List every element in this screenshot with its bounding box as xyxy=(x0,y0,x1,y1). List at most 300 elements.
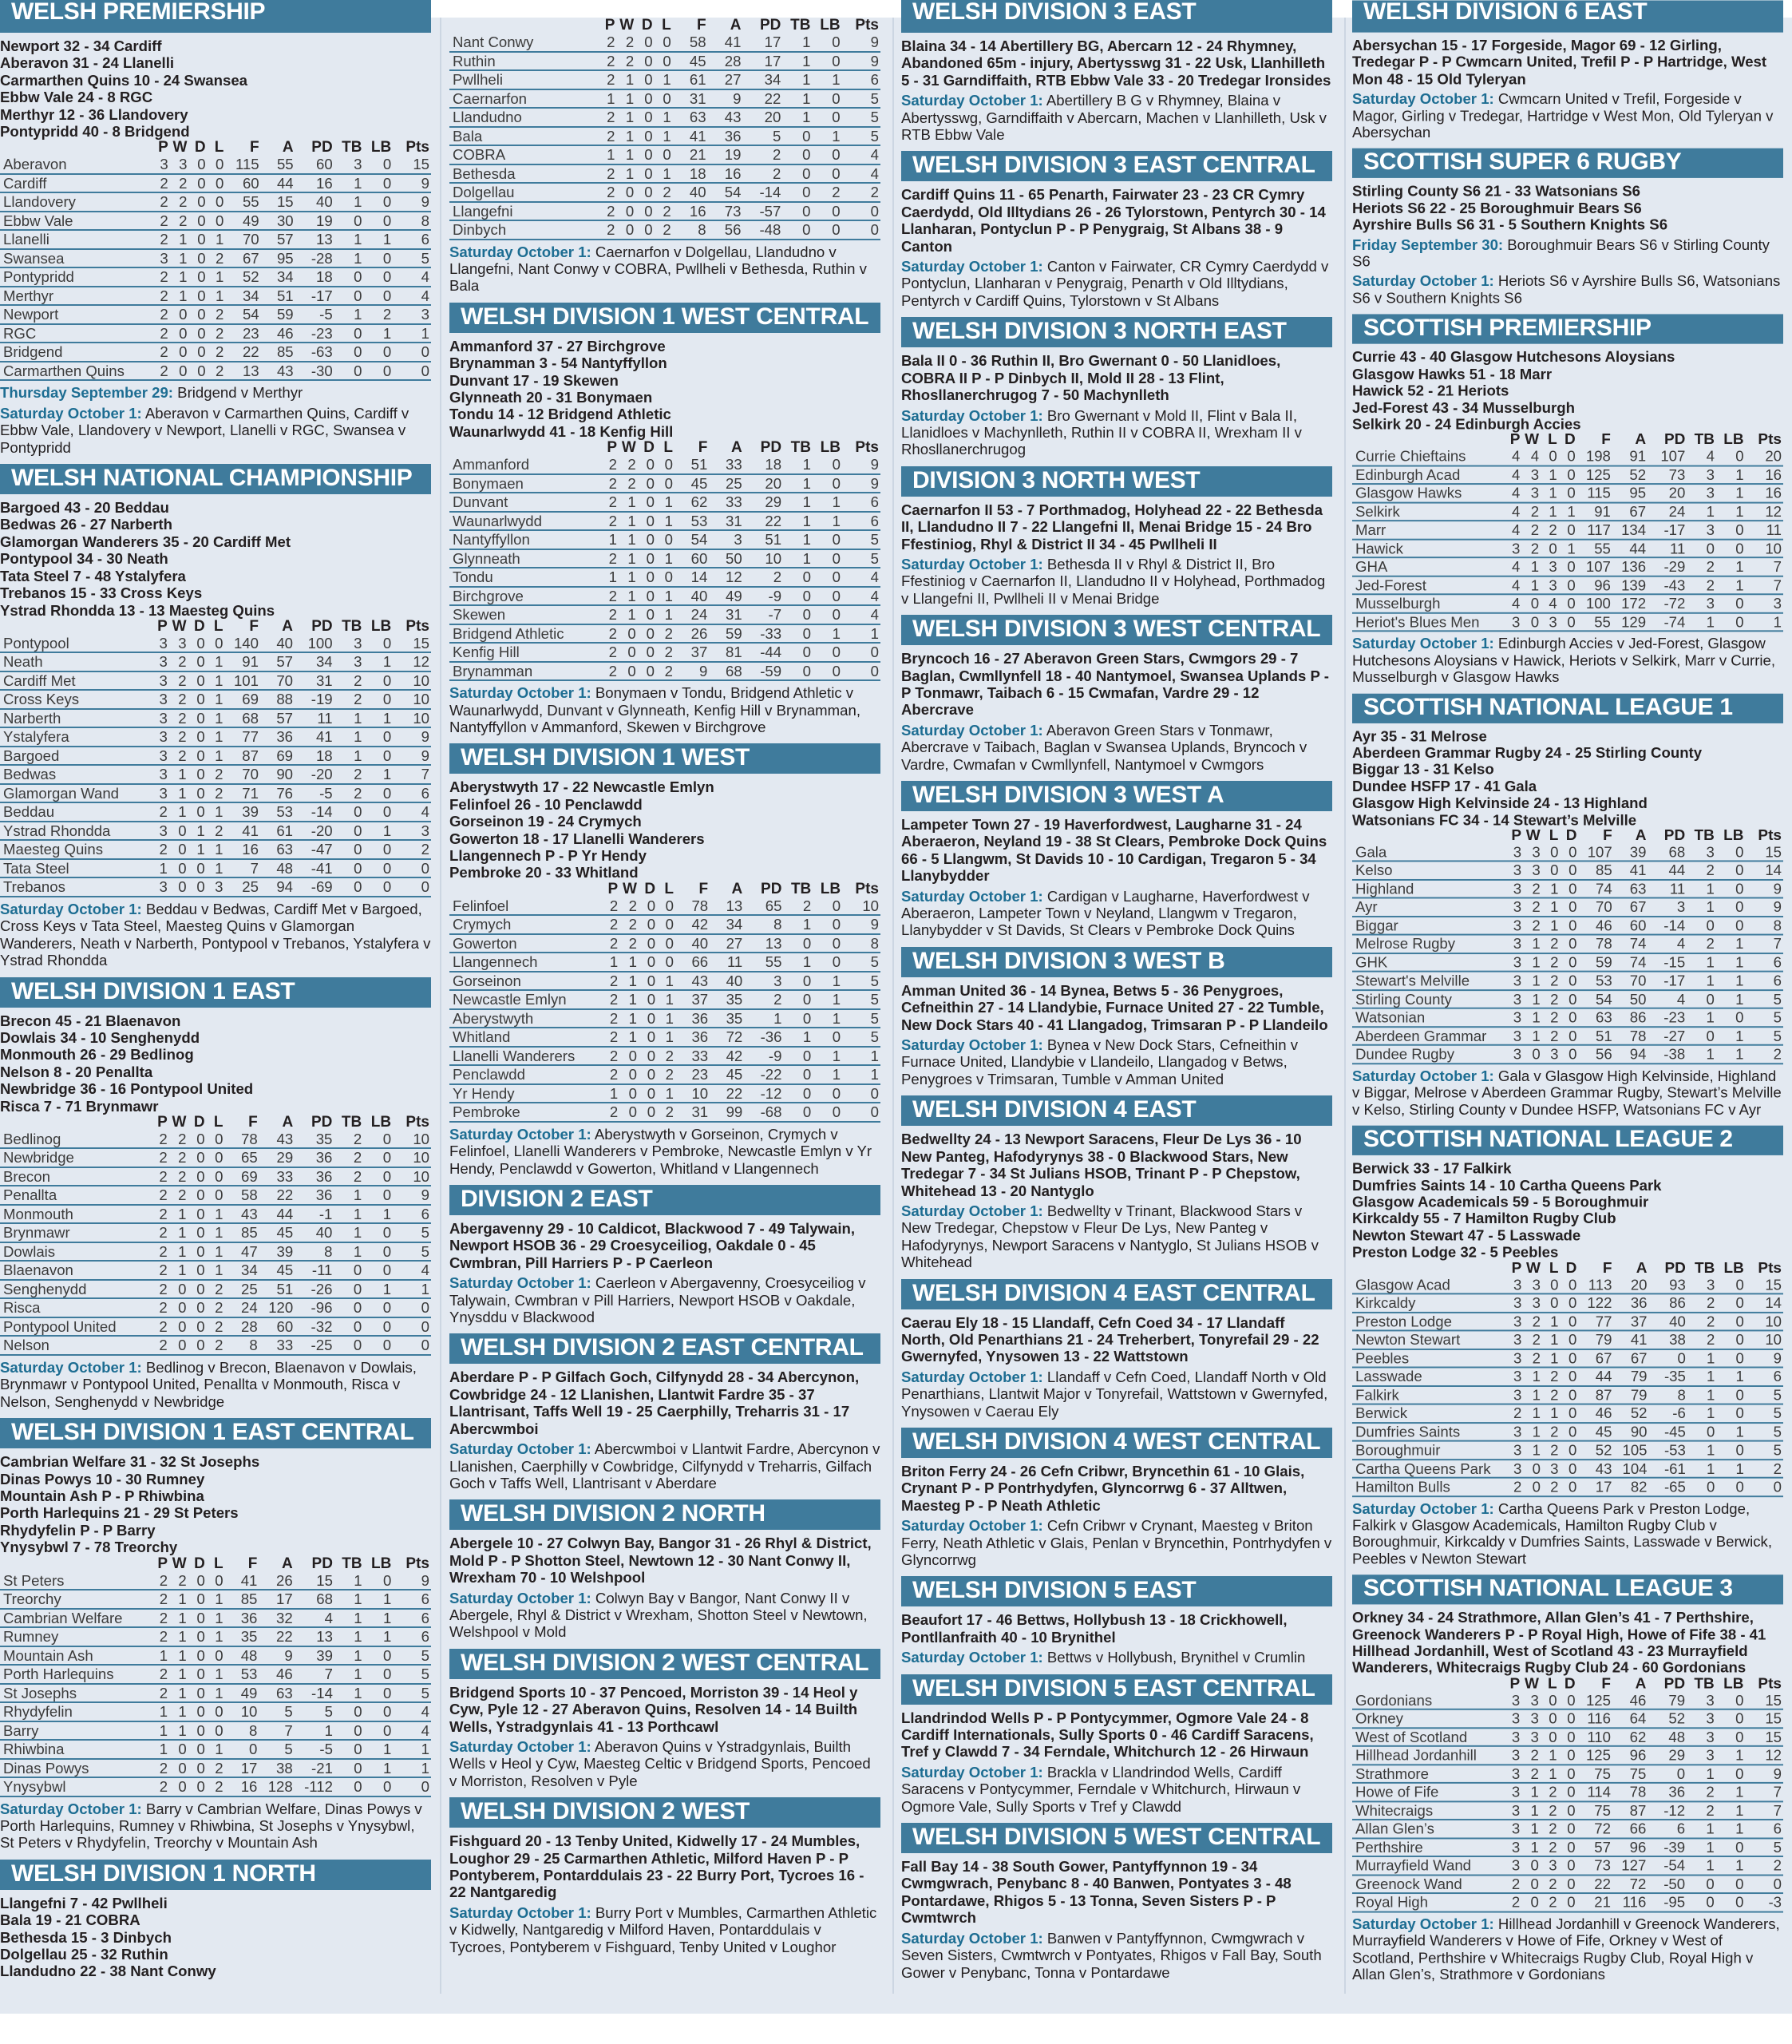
column-divider xyxy=(892,18,894,1994)
team-name: Bala xyxy=(449,127,598,146)
stat-cell: 0 xyxy=(188,324,207,343)
stat-cell: 5 xyxy=(393,1646,431,1666)
stat-cell: 0 xyxy=(656,568,674,587)
stat-cell: 1 xyxy=(813,1047,842,1066)
stat-cell: 87 xyxy=(1578,1386,1613,1404)
stat-cell: 11 xyxy=(1648,539,1687,557)
result-line: Aberdeen Grammar Rugby 24 - 25 Stirling County xyxy=(1352,744,1703,761)
stat-cell: 0 xyxy=(363,859,393,878)
stat-cell: 2 xyxy=(151,1131,169,1149)
stat-cell: -6 xyxy=(1649,1404,1687,1423)
team-name: Felinfoel xyxy=(449,897,601,916)
stat-cell: 46 xyxy=(1578,917,1613,935)
stat-cell: 1 xyxy=(1716,953,1746,972)
stat-cell: 75 xyxy=(1612,1765,1648,1783)
fixture-list: Cefn Cribwr v Crynant, Maesteg v Briton Ferry, Neath Athletic v Glais, Penlan v Bryncethin, Pontrhydyfen v Glyncorrwg xyxy=(901,1517,1332,1568)
stat-cell: 0 xyxy=(363,1261,393,1280)
stat-cell: 4 xyxy=(1504,448,1522,465)
stat-cell: 77 xyxy=(225,727,260,747)
stat-cell: 0 xyxy=(1559,1801,1577,1820)
stat-cell: 1 xyxy=(1541,465,1559,484)
stat-cell: 2 xyxy=(598,220,616,240)
stat-cell: 3 xyxy=(1505,953,1523,972)
stat-cell: 0 xyxy=(188,1646,207,1666)
result-line: Glasgow High Kelvinside 24 - 13 Highland xyxy=(1352,794,1648,811)
stat-cell: 42 xyxy=(710,1047,744,1066)
team-name: Barry xyxy=(0,1721,151,1741)
results-text: Caerau Ely 18 - 15 Llandaff, Cefn Coed 34 - 17 Llandaff North, Old Penarthians 21 - 24 Treherbert, Tonyrefail 29 - 22 Gwernyfed, Ynysowen 13 - 22 Wattstown xyxy=(901,1313,1319,1365)
stat-cell: 1 xyxy=(1687,1765,1716,1783)
stat-cell: 0 xyxy=(188,1223,206,1242)
column-header-team xyxy=(1352,1676,1503,1692)
fixture-date: Saturday October 1: xyxy=(1352,635,1494,652)
stat-cell: 10 xyxy=(225,1702,259,1721)
stat-cell: 0 xyxy=(1649,1349,1687,1368)
fixture-list: Bedlinog v Brecon, Blaenavon v Dowlais, Brynmawr v Pontypool United, Penallta v Monmouth, Risca v Nelson, Senghenydd v Newbridge xyxy=(0,1358,417,1410)
stat-cell: 5 xyxy=(1746,1386,1783,1404)
stat-cell: 2 xyxy=(656,662,674,681)
fixture-list: Abertillery B G v Rhymney, Blaina v Abertysswg, Garndiffaith v Abercarn, Machen v Llanhilleth, Usk v RTB Ebbw Vale xyxy=(901,92,1327,144)
stat-cell: 79 xyxy=(1578,1331,1613,1349)
stat-cell: -12 xyxy=(744,1084,783,1103)
stat-cell: -36 xyxy=(744,1028,783,1047)
team-name: Glamorgan Wand xyxy=(0,784,151,803)
stat-cell: 1 xyxy=(598,89,616,109)
stat-cell: 0 xyxy=(782,127,812,146)
column-header-team xyxy=(449,440,600,456)
table-row xyxy=(449,512,880,531)
fixture-date: Saturday October 1: xyxy=(901,1929,1043,1947)
stat-cell: 41 xyxy=(673,127,708,146)
stat-cell: 0 xyxy=(1716,1692,1746,1709)
stat-cell: 0 xyxy=(334,287,364,306)
stat-cell: 33 xyxy=(709,493,743,512)
stat-cell: 0 xyxy=(1687,1875,1716,1893)
table-row xyxy=(449,220,880,240)
stat-cell: 1 xyxy=(783,474,813,493)
table-row xyxy=(1352,1478,1783,1496)
stat-cell: 2 xyxy=(1521,502,1541,521)
stat-cell: 29 xyxy=(1648,1746,1687,1765)
stat-cell: 1 xyxy=(842,624,880,644)
team-name: Rhydyfelin xyxy=(0,1702,151,1721)
results-text: Aberdare P - P Gilfach Goch, Cilfynydd 28 - 34 Abercynon, Cowbridge 24 - 12 Llanishen, Llantwit Fardre 35 - 37 Llantrisant, Taffs Well 19 - 25 Caerphilly, Treharris 31 - 17 Abercwmboi xyxy=(449,1369,860,1437)
team-name: Gowerton xyxy=(449,934,601,953)
team-name: Maesteg Quins xyxy=(0,840,151,859)
stat-cell: 116 xyxy=(1612,1893,1648,1911)
stat-cell: 55 xyxy=(261,156,295,174)
stat-cell: 0 xyxy=(812,108,841,127)
stat-cell: 36 xyxy=(260,727,295,747)
result-line: Llangefni 7 - 42 Pwllheli xyxy=(0,1894,168,1911)
stat-cell: 1 xyxy=(334,249,364,268)
stat-cell: 1 xyxy=(1542,1404,1561,1423)
stat-cell: 0 xyxy=(1521,1893,1541,1911)
stat-cell: 0 xyxy=(188,305,207,324)
stat-cell: 0 xyxy=(657,915,675,934)
stat-cell: 0 xyxy=(1560,1294,1578,1313)
stat-cell: 0 xyxy=(188,709,207,728)
stat-cell: 0 xyxy=(635,70,654,89)
stat-cell: 85 xyxy=(225,1590,259,1609)
stat-cell: 40 xyxy=(675,934,710,953)
stat-cell: -3 xyxy=(1745,1893,1783,1911)
team-name: GHA xyxy=(1352,558,1504,576)
stat-cell: 0 xyxy=(812,164,841,184)
stat-cell: 34 xyxy=(225,1261,259,1280)
stat-cell: 3 xyxy=(207,877,225,897)
table-row xyxy=(1352,1801,1783,1820)
team-name: Brecon xyxy=(0,1167,151,1186)
stat-cell: 6 xyxy=(393,1590,431,1609)
stat-cell: 1 xyxy=(169,1627,188,1646)
standings-table xyxy=(0,619,431,897)
stat-cell: 1 xyxy=(655,127,673,146)
table-row xyxy=(1352,484,1783,502)
stat-cell: 1 xyxy=(1523,1027,1542,1045)
stat-cell: 2 xyxy=(170,212,189,231)
stat-cell: 21 xyxy=(1577,1893,1612,1911)
stat-cell: 5 xyxy=(393,1684,431,1703)
table-row xyxy=(449,493,880,512)
fixture-list: Cartha Queens Park v Preston Lodge, Falkirk v Glasgow Academicals, Hamilton Rugby Club v Boroughmuir, Kirkcaldy v Dumfries Saints, Lasswade v Berwick, Peebles v Newton Stewart xyxy=(1352,1499,1772,1567)
stat-cell: 93 xyxy=(1649,1276,1687,1293)
stat-cell: 1 xyxy=(619,972,639,991)
stat-cell: 3 xyxy=(1503,1765,1521,1783)
stat-cell: 3 xyxy=(1505,880,1523,898)
stat-cell: 3 xyxy=(1503,1856,1521,1875)
stat-cell: 34 xyxy=(295,652,334,671)
stat-cell: 2 xyxy=(151,1665,169,1684)
fixture-list: Colwyn Bay v Bangor, Nant Conwy II v Abergele, Rhyl & District v Wrexham, Shotton Steel v Newtown, Welshpool v Mold xyxy=(449,1589,868,1641)
stat-cell: 4 xyxy=(1504,576,1522,595)
stat-cell: 115 xyxy=(1577,484,1612,502)
stat-cell: 2 xyxy=(151,1684,169,1703)
table-row xyxy=(1352,1746,1783,1765)
column-header: LB xyxy=(820,17,841,34)
fixtures-text xyxy=(0,384,431,401)
stat-cell: -112 xyxy=(295,1777,334,1796)
stat-cell: 71 xyxy=(225,784,260,803)
stat-cell: 2 xyxy=(601,1028,619,1047)
table-row xyxy=(0,671,431,691)
table-row xyxy=(1352,1441,1783,1460)
team-name: Merthyr xyxy=(0,287,152,306)
column-header: A xyxy=(1635,1675,1647,1693)
stat-cell: 0 xyxy=(188,1280,206,1299)
stat-cell: 1 xyxy=(1716,558,1746,576)
stat-cell: 2 xyxy=(151,1759,169,1778)
league-title: WELSH DIVISION 3 NORTH EAST xyxy=(901,317,1332,347)
stat-cell: 2 xyxy=(600,605,619,624)
stat-cell: 1 xyxy=(619,1028,639,1047)
stat-cell: 9 xyxy=(393,727,431,747)
stat-cell: 2 xyxy=(1541,1875,1559,1893)
stat-cell: 2 xyxy=(1541,1801,1559,1820)
stat-cell: 3 xyxy=(1521,465,1541,484)
stat-cell: 1 xyxy=(813,512,842,531)
stat-cell: 9 xyxy=(1746,1349,1783,1368)
stat-cell: 24 xyxy=(674,605,709,624)
results-text: Blaina 34 - 14 Abertillery BG, Abercarn 12 - 24 Rhymney, Abandoned 65m - injury, Abertysswg 31 - 22 Usk, Llanhilleth 5 - 31 Garndiffaith, RTB Ebbw Vale 33 - 20 Tredegar Ironsides xyxy=(901,38,1331,89)
stat-cell: 2 xyxy=(169,727,188,747)
column-3 xyxy=(901,0,1332,1989)
table-row xyxy=(0,765,431,784)
stat-cell: 1 xyxy=(619,549,638,568)
stat-cell: 0 xyxy=(1716,1404,1745,1423)
team-name: Penclawdd xyxy=(449,1065,601,1084)
stat-cell: 8 xyxy=(1649,1386,1687,1404)
stat-cell: 70 xyxy=(1578,898,1613,917)
stat-cell: 15 xyxy=(393,156,431,174)
stat-cell: 90 xyxy=(1613,1423,1648,1441)
stat-cell: 125 xyxy=(1577,1692,1612,1709)
result-line: Glynneath 20 - 31 Bonymaen xyxy=(449,388,653,406)
team-name: Pontypool xyxy=(0,635,151,653)
stat-cell: 68 xyxy=(1648,844,1687,862)
stat-cell: 0 xyxy=(334,1336,363,1355)
stat-cell: 5 xyxy=(1745,1838,1783,1856)
stat-cell: 70 xyxy=(260,671,295,691)
stat-cell: 1 xyxy=(169,784,188,803)
stat-cell: 0 xyxy=(1560,1441,1578,1460)
stat-cell: 1 xyxy=(1521,1820,1541,1838)
results-text: Fall Bay 14 - 38 South Gower, Pantyffynnon 19 - 34 Cwmgwrach, Penybanc 8 - 40 Banwen, Pontyates 3 - 48 Pontardawe, Rhigos 5 - 13 Tonna, Seven Sisters P - P Cwmtwrch xyxy=(901,1858,1292,1927)
stat-cell: 1 xyxy=(616,164,635,184)
table-row xyxy=(1352,521,1783,539)
table-row xyxy=(0,1759,431,1778)
column-header: D xyxy=(1565,1259,1577,1277)
stat-cell: 4 xyxy=(1504,465,1522,484)
stat-cell: 3 xyxy=(1505,1349,1524,1368)
stat-cell: -41 xyxy=(295,859,334,878)
stat-cell: 0 xyxy=(656,474,674,493)
stat-cell: 125 xyxy=(1577,465,1612,484)
stat-cell: 0 xyxy=(783,605,813,624)
stat-cell: 110 xyxy=(1577,1728,1612,1746)
stat-cell: 75 xyxy=(1577,1765,1612,1783)
table-row xyxy=(0,652,431,671)
stat-cell: 40 xyxy=(260,635,295,653)
fixtures-text xyxy=(901,888,1332,939)
stat-cell: 3 xyxy=(1505,1331,1524,1349)
stat-cell: 0 xyxy=(207,1572,225,1590)
stat-cell: 1 xyxy=(813,972,842,991)
stat-cell: 0 xyxy=(363,747,393,766)
table-row xyxy=(0,1777,431,1796)
stat-cell: 0 xyxy=(1523,1460,1542,1478)
stat-cell: 96 xyxy=(1612,1838,1648,1856)
league-title: WELSH DIVISION 2 EAST CENTRAL xyxy=(449,1333,880,1364)
column-4 xyxy=(1352,0,1783,1991)
results-text: Bridgend Sports 10 - 37 Pencoed, Morriston 39 - 14 Heol y Cyw, Pyle 12 - 27 Aberavon Quins, Resolven 14 - 14 Builth Wells, Ystradgynlais 41 - 13 Porthcawl xyxy=(449,1683,858,1735)
results-text: Fishguard 20 - 13 Tenby United, Kidwelly 17 - 24 Mumbles, Loughor 29 - 25 Carmarthen Athletic, Milford Haven P - P Pontyberem, Pontarddulais 23 - 22 Burry Port, Tycroes 16 - 22 Nantgaredig xyxy=(449,1832,864,1901)
stat-cell: 2 xyxy=(1541,1893,1559,1911)
stat-cell: 47 xyxy=(225,1242,259,1262)
stat-cell: 2 xyxy=(657,1047,675,1066)
fixture-date: Saturday October 1: xyxy=(1352,1068,1494,1084)
stat-cell: 45 xyxy=(674,474,709,493)
stat-cell: 134 xyxy=(1612,521,1648,539)
stat-cell: 2 xyxy=(744,990,783,1009)
stat-cell: 22 xyxy=(1577,1875,1612,1893)
stat-cell: 87 xyxy=(225,747,260,766)
column-header: D xyxy=(641,17,653,34)
table-header-row xyxy=(0,619,431,635)
stat-cell: 3 xyxy=(1505,1313,1524,1331)
league-title: WELSH NATIONAL CHAMPIONSHIP xyxy=(0,464,431,494)
table-row xyxy=(1352,953,1783,972)
table-row xyxy=(0,877,431,897)
stat-cell: 1 xyxy=(1716,1820,1746,1838)
table-header-row xyxy=(0,140,431,156)
stat-cell: 54 xyxy=(708,183,743,202)
column-header: A xyxy=(730,17,742,34)
stat-cell: 8 xyxy=(225,1336,259,1355)
stat-cell: 36 xyxy=(675,1009,710,1028)
table-header-row xyxy=(0,1556,431,1572)
stat-cell: 1 xyxy=(188,840,207,859)
table-row xyxy=(0,1627,431,1646)
stat-cell: 3 xyxy=(1746,595,1783,613)
stat-cell: 0 xyxy=(638,624,656,644)
stat-cell: 0 xyxy=(1716,1893,1746,1911)
stat-cell: 0 xyxy=(1560,917,1578,935)
league-section xyxy=(1352,1126,1783,1567)
fixture-list: Brackla v Llandrindod Wells, Cardiff Saracens v Pontycymmer, Ferndale v Whitchurch, Hirwaun v Ogmore Vale, Sully Sports v Tref y Clawdd xyxy=(901,1763,1301,1815)
league-section xyxy=(901,947,1332,1087)
stat-cell: 22 xyxy=(742,89,782,109)
stat-cell: 3 xyxy=(1523,1276,1542,1293)
stat-cell: 2 xyxy=(1523,898,1542,917)
stat-cell: 91 xyxy=(225,652,260,671)
stat-cell: 0 xyxy=(812,145,841,164)
fixture-date: Saturday October 1: xyxy=(0,1800,142,1817)
stat-cell: 0 xyxy=(1521,595,1541,613)
stat-cell: 2 xyxy=(151,1627,169,1646)
stat-cell: -5 xyxy=(295,784,334,803)
table-row xyxy=(1352,1276,1783,1293)
stat-cell: 3 xyxy=(1687,1728,1716,1746)
results-text: Abergele 10 - 27 Colwyn Bay, Bangor 31 - 26 Rhyl & District, Mold P - P Shotton Steel, Newtown 12 - 30 Nant Conwy II, Wrexham 70 - 10 Welshpool xyxy=(449,1535,872,1586)
column-header: F xyxy=(248,1113,258,1131)
stat-cell: 105 xyxy=(1613,1441,1648,1460)
stat-cell: 0 xyxy=(1746,1478,1783,1496)
stat-cell: 38 xyxy=(259,1759,294,1778)
stat-cell: 3 xyxy=(152,156,170,174)
column-header: PD xyxy=(311,139,333,156)
stat-cell: 73 xyxy=(1648,465,1687,484)
stat-cell: 2 xyxy=(151,1298,169,1317)
stat-cell: 0 xyxy=(188,1740,207,1759)
stat-cell: 5 xyxy=(393,249,431,268)
stat-cell: -95 xyxy=(1648,1893,1687,1911)
column-header: D xyxy=(193,1113,205,1131)
stat-cell: 3 xyxy=(151,747,169,766)
column-header: TB xyxy=(1694,827,1715,844)
results-list xyxy=(449,778,880,881)
result-line: Pontypool 34 - 30 Neath xyxy=(0,550,168,568)
stat-cell: 0 xyxy=(169,1740,188,1759)
stat-cell: 3 xyxy=(1505,990,1523,1008)
column-header: L xyxy=(213,1113,224,1131)
stat-cell: 0 xyxy=(783,972,813,991)
stat-cell: 1 xyxy=(656,605,674,624)
stat-cell: 13 xyxy=(225,362,260,381)
stat-cell: 0 xyxy=(170,324,189,343)
stat-cell: 51 xyxy=(674,456,709,474)
column-header: Pts xyxy=(405,139,429,156)
stat-cell: 0 xyxy=(208,156,226,174)
table-row xyxy=(0,324,431,343)
stat-cell: 2 xyxy=(334,784,364,803)
fixtures-text xyxy=(901,1517,1332,1568)
stat-cell: 0 xyxy=(635,183,654,202)
result-line: Rhydyfelin P - P Barry xyxy=(0,1521,156,1539)
stat-cell: 81 xyxy=(709,643,743,662)
stat-cell: 3 xyxy=(1687,521,1716,539)
stat-cell: 3 xyxy=(1687,1692,1716,1709)
stat-cell: 2 xyxy=(169,652,188,671)
stat-cell: 78 xyxy=(1614,1027,1648,1045)
stat-cell: 0 xyxy=(188,690,207,709)
table-row xyxy=(1352,990,1783,1008)
fixtures-text xyxy=(901,1202,1332,1271)
stat-cell: -35 xyxy=(1649,1368,1687,1386)
column-header: L xyxy=(1548,1675,1557,1693)
stat-cell: 49 xyxy=(225,212,260,231)
league-section xyxy=(0,1860,431,1980)
stat-cell: 70 xyxy=(225,765,260,784)
stat-cell: 0 xyxy=(1716,448,1746,465)
stat-cell: 22 xyxy=(744,512,783,531)
stat-cell: 3 xyxy=(1541,613,1559,632)
stat-cell: 58 xyxy=(673,34,708,52)
stat-cell: 1 xyxy=(1716,935,1746,953)
stat-cell: 3 xyxy=(1505,1294,1524,1313)
stat-cell: 1 xyxy=(334,1205,363,1224)
stat-cell: 25 xyxy=(225,1280,259,1299)
table-row xyxy=(449,1084,880,1103)
stat-cell: 2 xyxy=(1542,1368,1561,1386)
stat-cell: 1 xyxy=(619,1009,639,1028)
stat-cell: 57 xyxy=(261,230,295,249)
stat-cell: 1 xyxy=(657,1084,675,1103)
stat-cell: 1 xyxy=(657,1028,675,1047)
team-name: Pontypridd xyxy=(0,267,152,287)
column-header: D xyxy=(1564,1675,1576,1693)
stat-cell: 1 xyxy=(1521,576,1541,595)
stat-cell: 114 xyxy=(1577,1783,1612,1801)
team-name: Kelso xyxy=(1352,862,1505,880)
stat-cell: 52 xyxy=(1578,1441,1613,1460)
stat-cell: 1 xyxy=(334,727,364,747)
stat-cell: 1 xyxy=(363,822,393,841)
result-line: Aberystwyth 17 - 22 Newcastle Emlyn xyxy=(449,778,714,796)
stat-cell: 3 xyxy=(1503,1820,1521,1838)
stat-cell: 54 xyxy=(1578,990,1613,1008)
stat-cell: -20 xyxy=(295,765,334,784)
stat-cell: 1 xyxy=(393,324,431,343)
fixtures-text xyxy=(901,258,1332,309)
stat-cell: 0 xyxy=(188,1148,206,1167)
stat-cell: 2 xyxy=(208,362,226,381)
table-row xyxy=(1352,1386,1783,1404)
stat-cell: -33 xyxy=(744,624,783,644)
stat-cell: 1 xyxy=(813,1009,842,1028)
team-name: Neath xyxy=(0,652,151,671)
stat-cell: 0 xyxy=(635,220,654,240)
